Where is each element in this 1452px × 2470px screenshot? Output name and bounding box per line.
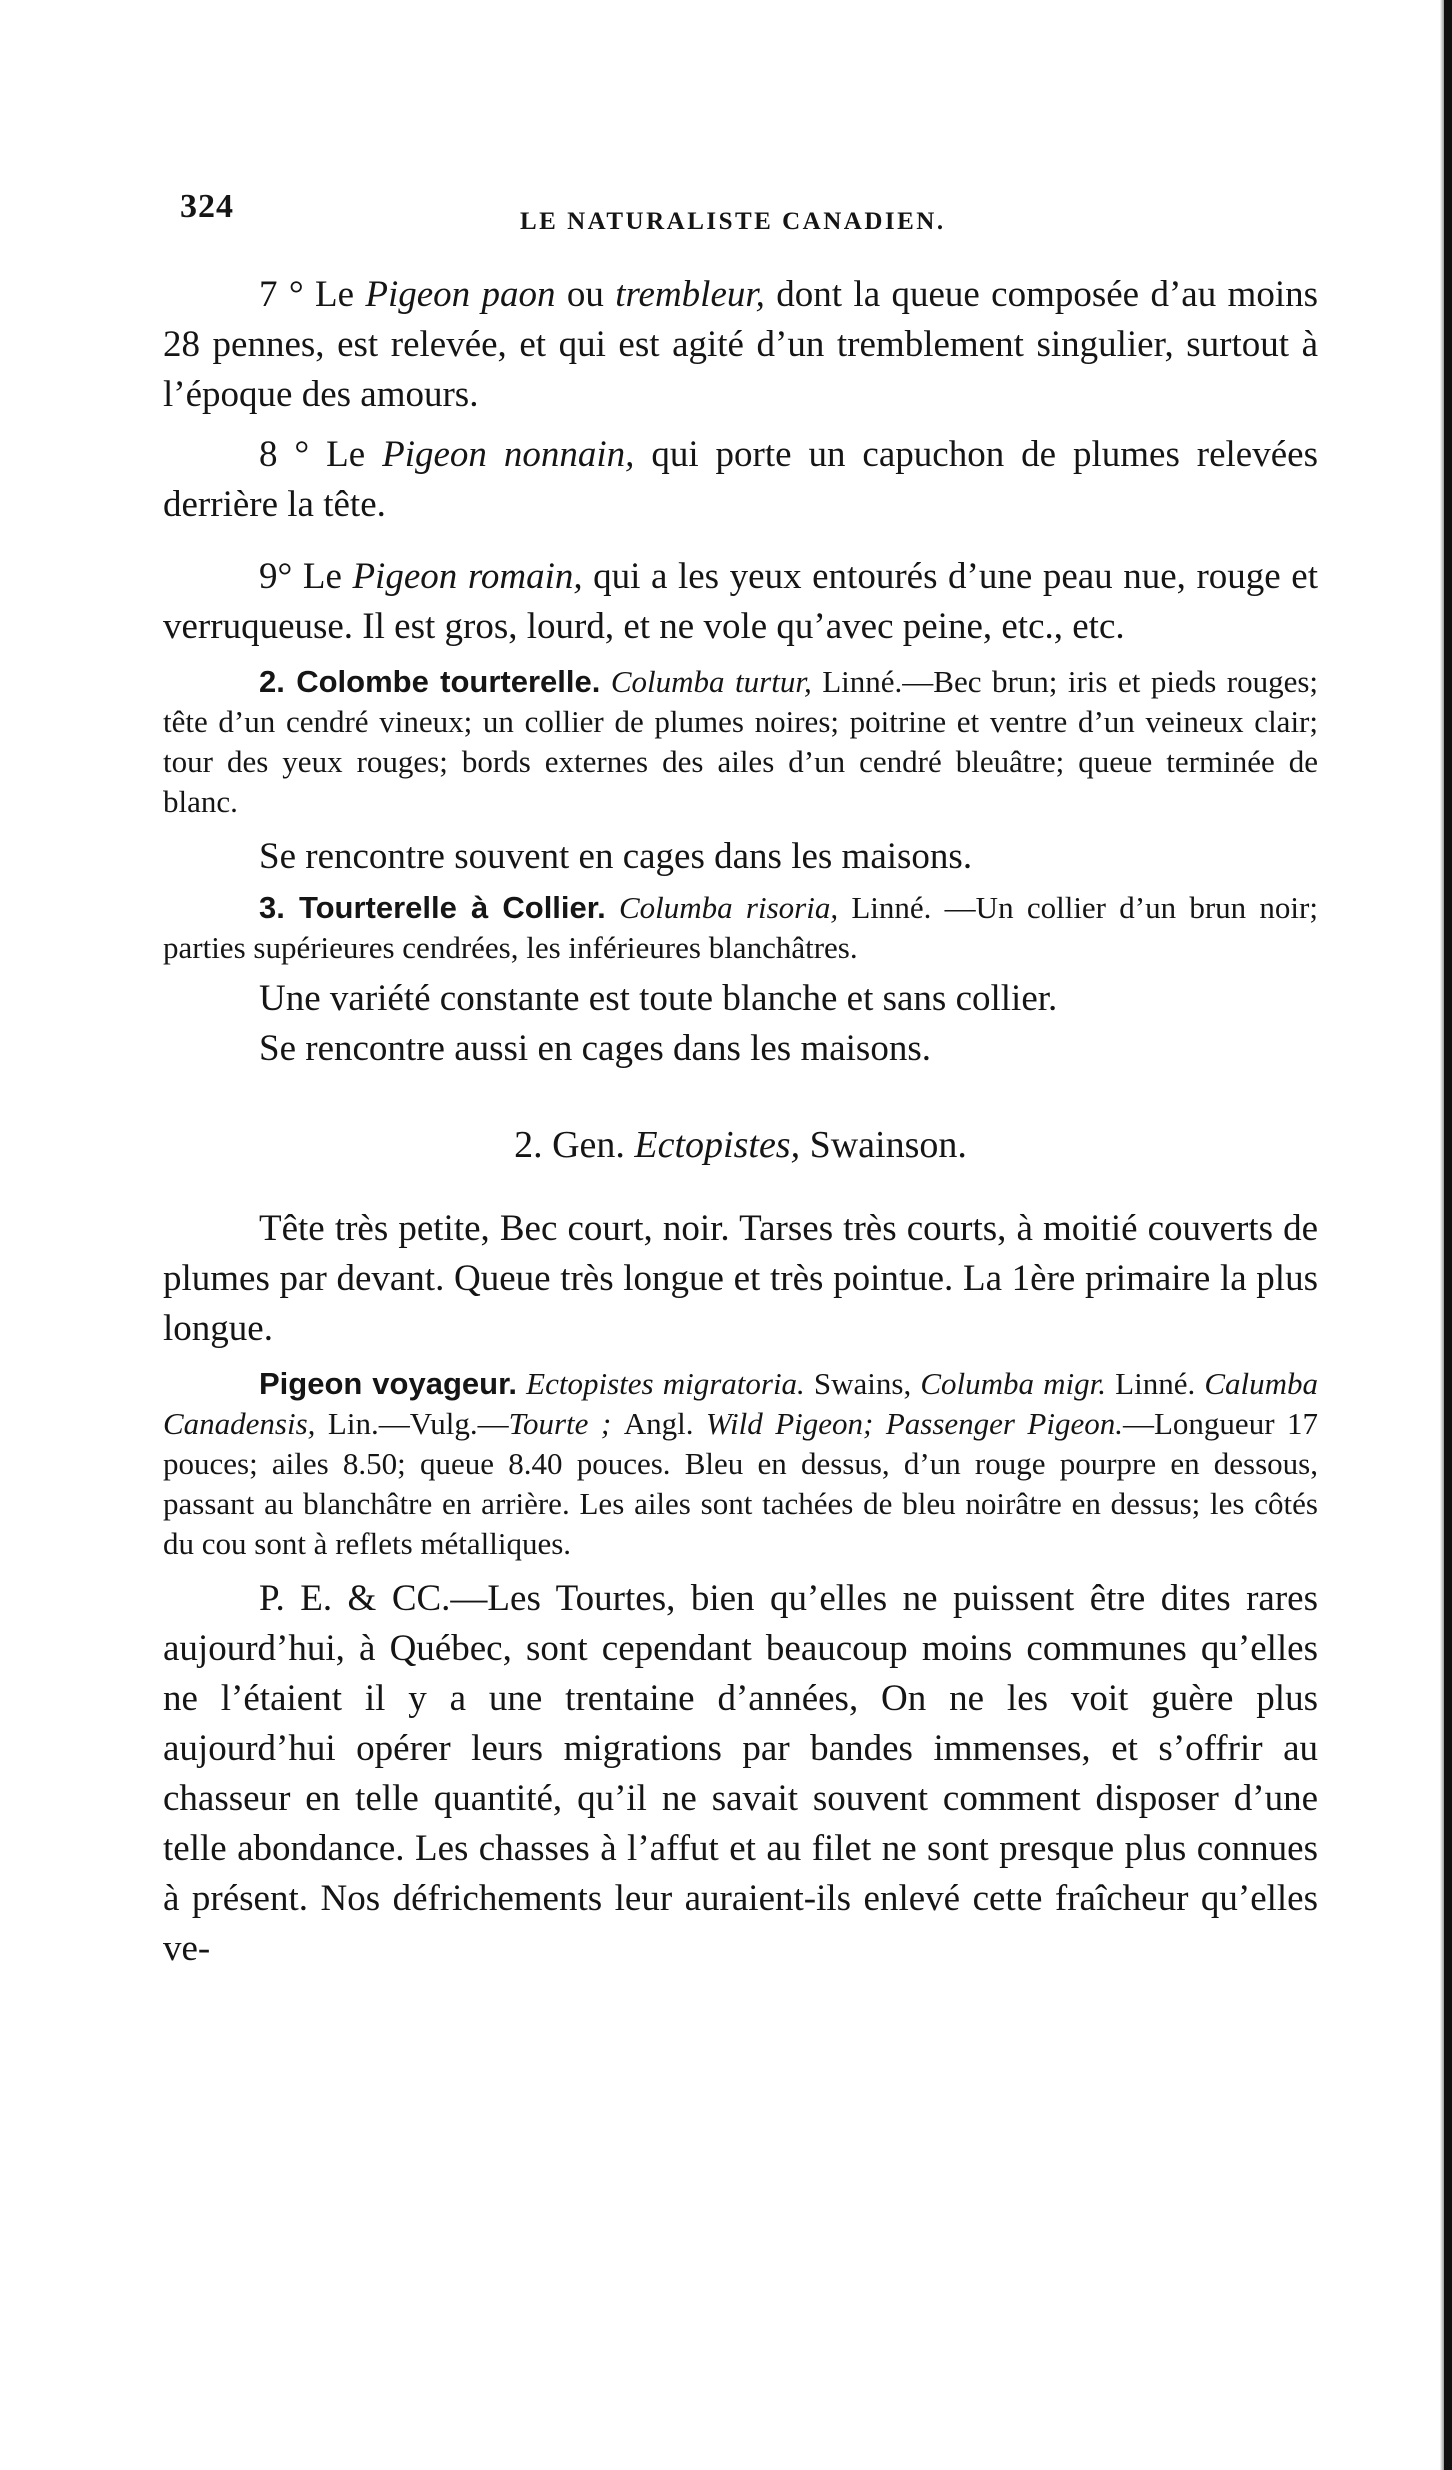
species-3-title: 3. Tourterelle à Collier. (259, 890, 606, 925)
species-2-description (163, 662, 1318, 822)
commentary-paragraph: P. E. & CC.—Les Tourtes, bien qu’elles ne puissent être dites rares aujourd’hui, à Québec, sont cependant beaucoup moins communes qu’elles ne l’étaient il y a une trentaine d’années, On ne les voit guère plus aujourd’hui opérer leurs migrations par bandes immenses, et s’offrir au chasseur en telle quantité, qu’il ne savait souvent comment disposer d’une telle abondance. Les chasses à l’affut et au filet ne sont presque plus connues à présent. Nos défrichements leur auraient-ils enlevé cette fraîcheur qu’elles ve- (163, 1578, 1318, 1969)
species-voyageur-t3: Lin.—Vulg.— (315, 1406, 509, 1441)
paragraph-item-8 (163, 430, 1318, 530)
item-9-lead: Le (292, 556, 353, 597)
species-voyageur-title: Pigeon voyageur. (259, 1366, 518, 1401)
item-7-number: 7 ° (259, 274, 304, 315)
species-voyageur-vulgar-name: Tourte ; (508, 1406, 624, 1441)
page-number: 324 (180, 188, 234, 225)
species-2-text: Linné.—Bec brun; iris et pieds rouges; tête d’un cendré vineux; un collier de plumes noires; poitrine et ventre d’un veineux clair; tour des yeux rouges; bords externes des ailes d’un cendré bleuâtre; queue terminée de blanc. (163, 664, 1319, 819)
genus-prefix: 2. Gen. (514, 1124, 635, 1166)
paragraph-item-9 (163, 552, 1318, 652)
species-voyageur-english-name: Wild Pigeon; Passenger Pigeon. (705, 1406, 1123, 1441)
species-2-latin: Columba turtur, (610, 664, 812, 699)
genus-author: Swainson. (800, 1124, 967, 1166)
item-7-name: Pigeon paon (365, 274, 556, 315)
item-9-text: qui a les yeux entourés d’une peau nue, rouge et verruqueuse. Il est gros, lourd, et ne vole qu’avec peine, etc., etc. (163, 556, 1318, 647)
species-voyageur-description (163, 1364, 1318, 1564)
species-3-note-2: Se rencontre aussi en cages dans les maisons. (259, 1028, 931, 1069)
item-7-text: dont la queue composée d’au moins 28 pennes, est relevée, et qui est agité d’un tremblement singulier, surtout à l’époque des amours. (163, 274, 1318, 415)
page-edge (1444, 0, 1452, 2470)
species-voyageur-t4: Angl. (623, 1406, 706, 1441)
species-voyageur-latin: Ectopistes migratoria. (526, 1366, 805, 1401)
species-voyageur-latin-2: Columba migr. (920, 1366, 1107, 1401)
genus-description: Tête très petite, Bec court, noir. Tarses très courts, à moitié couverts de plumes par devant. Queue très longue et très pointue. La 1ère primaire la plus longue. (163, 1208, 1318, 1349)
species-voyageur-t1: Swains, (804, 1366, 921, 1401)
item-8-lead: Le (309, 434, 383, 475)
genus-name: Ectopistes, (634, 1124, 801, 1166)
species-voyageur-t5: —Longueur 17 pouces; ailes 8.50; queue 8.40 pouces. Bleu en dessus, d’un rouge pourpre en dessous, passant au blanchâtre en arrière. Les ailes sont tachées de bleu noirâtre en dessus; les côtés du cou sont à reflets métalliques. (163, 1406, 1318, 1561)
genus-heading (163, 1120, 1318, 1170)
species-voyageur-latin-3: Calumba Canadensis, (163, 1366, 1318, 1441)
item-8-name: Pigeon nonnain, (382, 434, 635, 475)
species-2-title: 2. Colombe tourterelle. (259, 664, 601, 699)
page-body (163, 270, 1318, 1974)
species-3-latin: Columba risoria, (619, 890, 839, 925)
paragraph-item-7 (163, 270, 1318, 420)
item-7-mid: ou (555, 274, 616, 315)
species-3-description (163, 888, 1318, 968)
item-9-name: Pigeon romain, (352, 556, 583, 597)
item-7-lead: Le (303, 274, 366, 315)
species-2-note: Se rencontre souvent en cages dans les maisons. (259, 836, 973, 877)
item-7-alt-name: trembleur, (615, 274, 765, 315)
item-9-number: 9° (259, 556, 293, 597)
item-8-text: qui porte un capuchon de plumes relevées derrière la tête. (163, 434, 1318, 525)
page-header (180, 188, 1320, 248)
running-title: LE NATURALISTE CANADIEN. (520, 208, 946, 235)
species-3-text: Linné. —Un collier d’un brun noir; parties supérieures cendrées, les inférieures blanchâtres. (163, 890, 1318, 965)
species-voyageur-t2: Linné. (1106, 1366, 1205, 1401)
item-8-number: 8 ° (259, 434, 310, 475)
species-3-note-1: Une variété constante est toute blanche et sans collier. (259, 978, 1058, 1019)
